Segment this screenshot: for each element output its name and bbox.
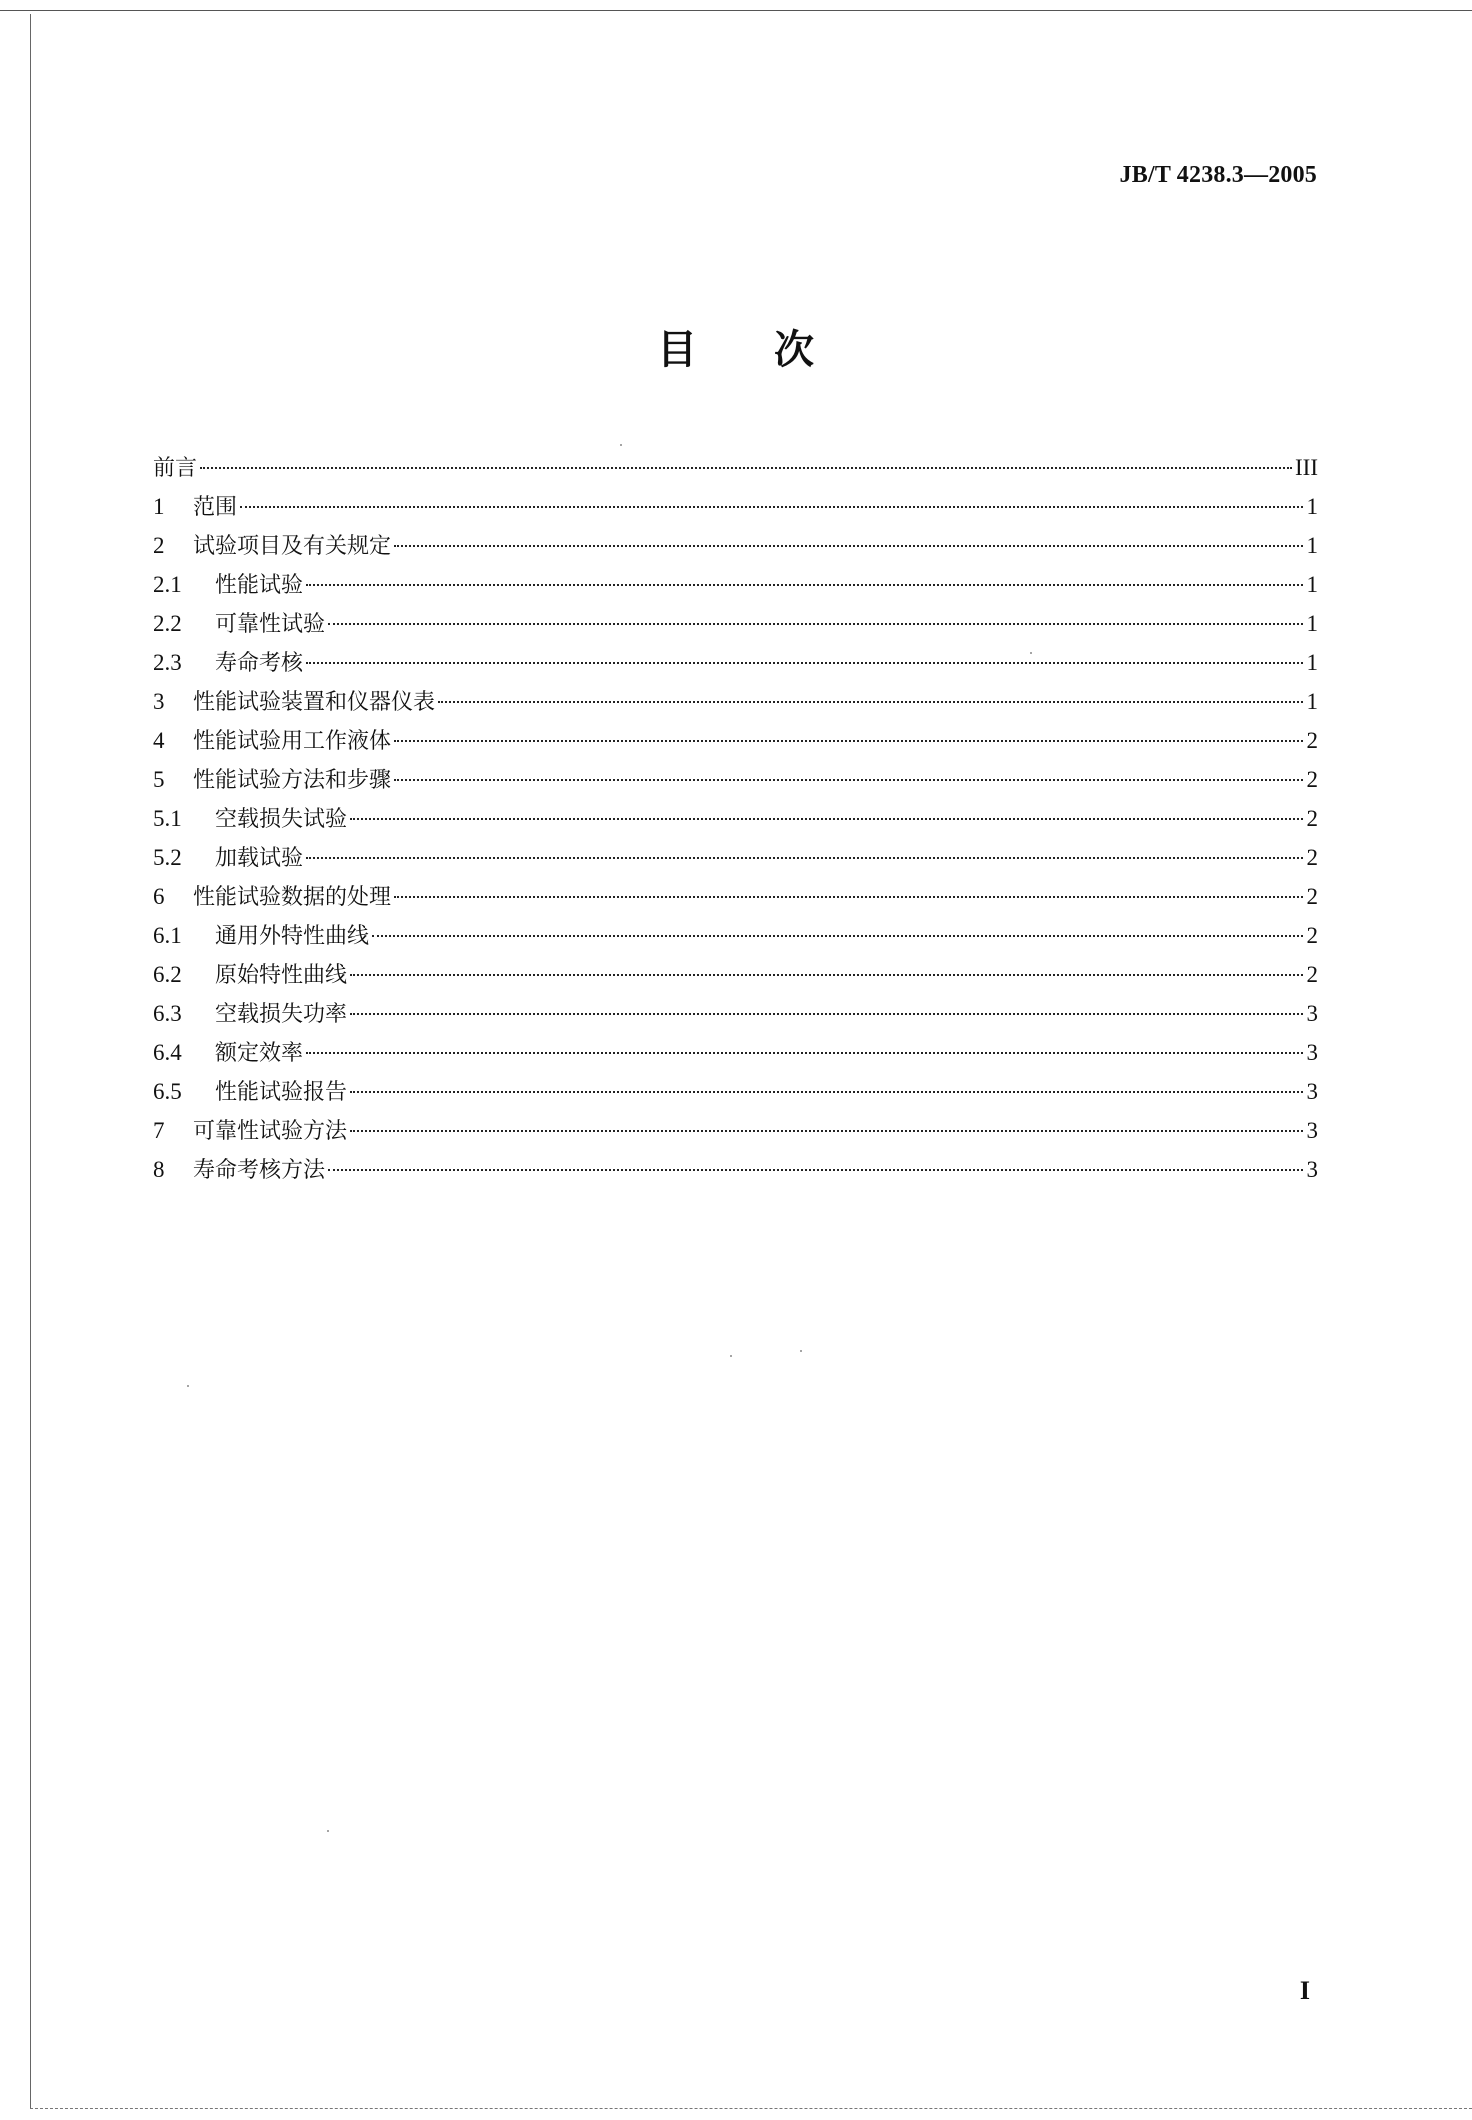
toc-entry-label: 可靠性试验 [215, 612, 326, 637]
toc-entry-page: 2 [1306, 767, 1318, 792]
toc-entry-label: 空载损失功率 [215, 1002, 348, 1027]
toc-entry-label: 性能试验装置和仪器仪表 [193, 690, 436, 715]
toc-dot-leader [306, 662, 1303, 664]
toc-dot-leader [240, 506, 1303, 508]
toc-dot-leader [350, 1091, 1303, 1093]
scan-speck [620, 444, 622, 446]
toc-entry-label: 前言 [153, 456, 198, 481]
toc-entry[interactable] [153, 721, 1318, 760]
toc-dot-leader [306, 584, 1303, 586]
toc-entry-label: 空载损失试验 [215, 807, 348, 832]
toc-entry[interactable] [153, 448, 1318, 487]
toc-entry-label: 试验项目及有关规定 [193, 534, 392, 559]
toc-entry-number: 6.3 [153, 1001, 182, 1026]
toc-entry-number: 5.1 [153, 806, 182, 831]
toc-entry-number: 6.1 [153, 923, 182, 948]
toc-entry[interactable] [153, 955, 1318, 994]
toc-entry-page: 3 [1306, 1118, 1318, 1143]
toc-entry-page: 2 [1306, 962, 1318, 987]
document-code: JB/T 4238.3—2005 [1119, 162, 1317, 188]
toc-dot-leader [372, 935, 1303, 937]
toc-entry-number: 6.4 [153, 1040, 182, 1065]
toc-dot-leader [350, 974, 1303, 976]
toc-entry-label: 寿命考核方法 [193, 1158, 326, 1183]
toc-entry[interactable] [153, 1072, 1318, 1111]
toc-entry-number: 3 [153, 689, 165, 714]
toc-title [0, 318, 1472, 375]
toc-entry-number: 1 [153, 494, 165, 519]
toc-dot-leader [350, 818, 1303, 820]
scan-speck [800, 1350, 802, 1352]
toc-title-char: 目 [657, 327, 698, 373]
toc-dot-leader [394, 545, 1303, 547]
toc-entry[interactable] [153, 760, 1318, 799]
toc-dot-leader [200, 467, 1292, 469]
toc-entry-label: 性能试验 [215, 573, 304, 598]
toc-entry-number: 6.5 [153, 1079, 182, 1104]
toc-entry-label: 通用外特性曲线 [215, 924, 370, 949]
toc-entry-number: 8 [153, 1157, 165, 1182]
scan-border-top [0, 10, 1472, 11]
toc-entry[interactable] [153, 682, 1318, 721]
toc-entry-page: 2 [1306, 884, 1318, 909]
toc-entry[interactable] [153, 916, 1318, 955]
toc-entry-page: 1 [1306, 611, 1318, 636]
toc-dot-leader [394, 740, 1303, 742]
toc-dot-leader [328, 1169, 1303, 1171]
scan-border-bottom [30, 2108, 1472, 2109]
toc-entry-page: 3 [1306, 1157, 1318, 1182]
toc-entry-number: 2.3 [153, 650, 182, 675]
toc-entry-number: 4 [153, 728, 165, 753]
toc-list [153, 448, 1318, 1189]
toc-dot-leader [306, 857, 1303, 859]
toc-entry-page: 3 [1306, 1040, 1318, 1065]
toc-entry-page: 2 [1306, 728, 1318, 753]
toc-entry-number: 6.2 [153, 962, 182, 987]
toc-title-char: 次 [774, 327, 815, 373]
toc-entry[interactable] [153, 487, 1318, 526]
toc-entry-page: 3 [1306, 1079, 1318, 1104]
toc-dot-leader [306, 1052, 1303, 1054]
toc-dot-leader [350, 1130, 1303, 1132]
toc-entry-label: 寿命考核 [215, 651, 304, 676]
toc-entry-page: 1 [1306, 572, 1318, 597]
toc-entry[interactable] [153, 1150, 1318, 1189]
toc-entry-page: 1 [1306, 533, 1318, 558]
toc-dot-leader [394, 896, 1303, 898]
toc-entry-label: 额定效率 [215, 1041, 304, 1066]
toc-entry-label: 性能试验用工作液体 [193, 729, 392, 754]
toc-entry-page: 1 [1306, 650, 1318, 675]
toc-entry[interactable] [153, 799, 1318, 838]
toc-entry-label: 可靠性试验方法 [193, 1119, 348, 1144]
toc-entry-label: 范围 [193, 495, 238, 520]
scan-speck [327, 1830, 329, 1832]
toc-entry-number: 5 [153, 767, 165, 792]
toc-entry[interactable] [153, 994, 1318, 1033]
toc-entry-label: 性能试验方法和步骤 [193, 768, 392, 793]
toc-dot-leader [328, 623, 1303, 625]
toc-entry-number: 2 [153, 533, 165, 558]
toc-entry[interactable] [153, 526, 1318, 565]
toc-entry-page: 3 [1306, 1001, 1318, 1026]
toc-entry[interactable] [153, 643, 1318, 682]
toc-entry-page: 1 [1306, 689, 1318, 714]
toc-entry[interactable] [153, 1033, 1318, 1072]
toc-entry-number: 6 [153, 884, 165, 909]
toc-dot-leader [350, 1013, 1303, 1015]
toc-entry[interactable] [153, 877, 1318, 916]
toc-entry-label: 原始特性曲线 [215, 963, 348, 988]
toc-entry[interactable] [153, 604, 1318, 643]
toc-entry-number: 5.2 [153, 845, 182, 870]
scan-speck [730, 1355, 732, 1357]
toc-entry[interactable] [153, 565, 1318, 604]
toc-entry-page: 1 [1306, 494, 1318, 519]
toc-entry-page: 2 [1306, 806, 1318, 831]
page-number: I [1299, 1976, 1310, 2005]
toc-entry-label: 性能试验数据的处理 [193, 885, 392, 910]
toc-entry-label: 加载试验 [215, 846, 304, 871]
toc-entry-page: 2 [1306, 923, 1318, 948]
toc-dot-leader [438, 701, 1303, 703]
toc-entry-number: 2.2 [153, 611, 182, 636]
toc-entry-number: 7 [153, 1118, 165, 1143]
scan-speck [187, 1385, 189, 1387]
toc-dot-leader [394, 779, 1303, 781]
toc-entry[interactable] [153, 1111, 1318, 1150]
toc-entry[interactable] [153, 838, 1318, 877]
toc-entry-page: 2 [1306, 845, 1318, 870]
toc-entry-page: III [1295, 455, 1318, 480]
toc-entry-label: 性能试验报告 [215, 1080, 348, 1105]
toc-entry-number: 2.1 [153, 572, 182, 597]
